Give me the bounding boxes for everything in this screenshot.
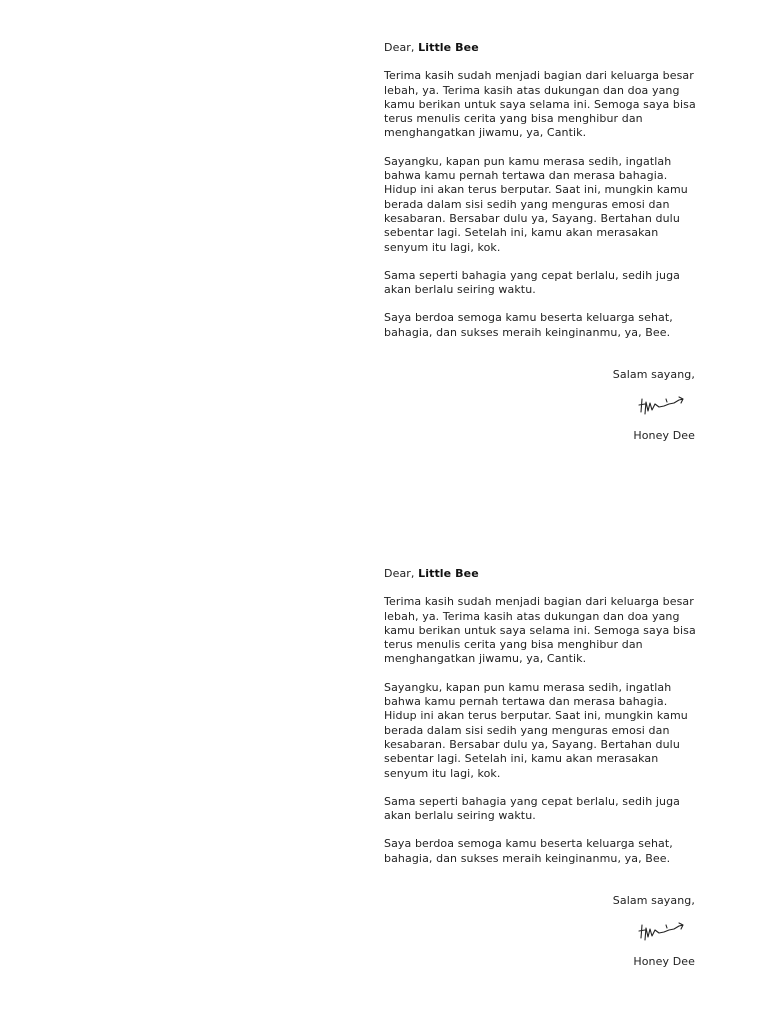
letter	[384, 567, 696, 970]
closing-line: Salam sayang,	[612, 894, 695, 908]
recipient-name: Little Bee	[418, 41, 479, 54]
signer-name: Honey Dee	[633, 429, 695, 443]
letter	[384, 41, 696, 444]
signature-icon	[636, 394, 686, 420]
letter-paragraph: Terima kasih sudah menjadi bagian dari keluarga besar lebah, ya. Terima kasih atas dukungan dan doa yang kamu berikan untuk saya selama ini. Semoga saya bisa terus menulis cerita yang bisa menghibur dan menghangatkan jiwamu, ya, Cantik.	[384, 595, 696, 666]
greeting-prefix: Dear,	[384, 567, 419, 580]
letter-paragraph: Sayangku, kapan pun kamu merasa sedih, ingatlah bahwa kamu pernah tertawa dan merasa bahagia. Hidup ini akan terus berputar. Saat ini, mungkin kamu berada dalam sisi sedih yang menguras emosi dan kesabaran. Bersabar dulu ya, Sayang. Bertahan dulu sebentar lagi. Setelah ini, kamu akan merasakan senyum itu lagi, kok.	[384, 154, 688, 254]
letter-paragraph: Sayangku, kapan pun kamu merasa sedih, ingatlah bahwa kamu pernah tertawa dan merasa bahagia. Hidup ini akan terus berputar. Saat ini, mungkin kamu berada dalam sisi sedih yang menguras emosi dan kesabaran. Bersabar dulu ya, Sayang. Bertahan dulu sebentar lagi. Setelah ini, kamu akan merasakan senyum itu lagi, kok.	[384, 680, 688, 780]
letter-paragraph: Terima kasih sudah menjadi bagian dari keluarga besar lebah, ya. Terima kasih atas dukungan dan doa yang kamu berikan untuk saya selama ini. Semoga saya bisa terus menulis cerita yang bisa menghibur dan menghangatkan jiwamu, ya, Cantik.	[384, 69, 696, 140]
greeting	[384, 567, 696, 581]
signer-name: Honey Dee	[633, 955, 695, 969]
letter-paragraph: Sama seperti bahagia yang cepat berlalu, sedih juga akan berlalu seiring waktu.	[384, 268, 681, 297]
letter-paragraph: Saya berdoa semoga kamu beserta keluarga sehat, bahagia, dan sukses meraih keinginanmu, ya, Bee.	[384, 837, 673, 865]
signature-icon	[636, 920, 686, 946]
letter-paragraph: Saya berdoa semoga kamu beserta keluarga sehat, bahagia, dan sukses meraih keinginanmu, ya, Bee.	[384, 311, 673, 339]
greeting	[384, 41, 696, 55]
closing-line: Salam sayang,	[612, 368, 695, 382]
recipient-name: Little Bee	[418, 567, 479, 580]
greeting-prefix: Dear,	[384, 41, 419, 54]
letter-paragraph: Sama seperti bahagia yang cepat berlalu, sedih juga akan berlalu seiring waktu.	[384, 794, 681, 823]
